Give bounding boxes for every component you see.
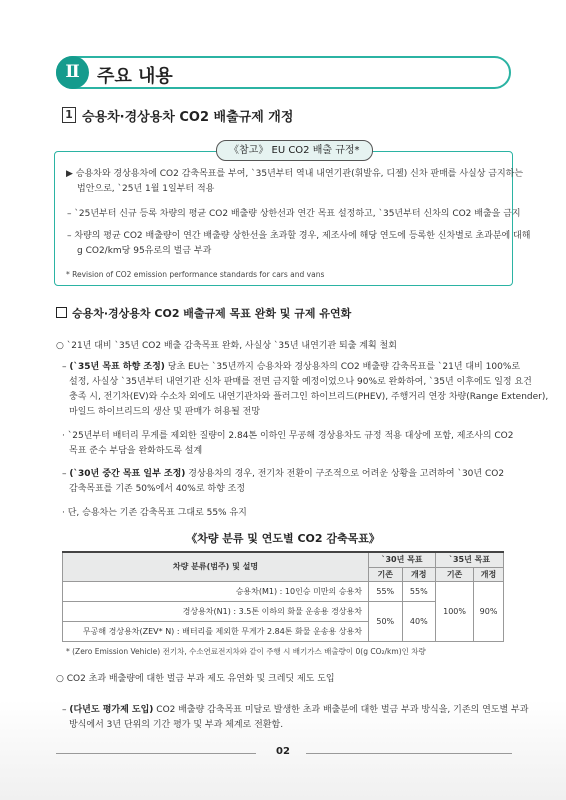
paragraph-2-bold: (`35년 목표 하향 조정) bbox=[69, 362, 165, 372]
row-passenger-2030-existing: 55% bbox=[369, 581, 403, 601]
header-2030: `30년 목표 bbox=[369, 552, 436, 567]
heading2-text: 승용차·경상용차 CO2 배출규제 목표 완화 및 규제 유연화 bbox=[72, 307, 352, 320]
cell-2035-existing: 100% bbox=[436, 581, 474, 641]
heading1-number: 1 bbox=[62, 107, 76, 123]
paragraph-2-line-1: – (`35년 목표 하향 조정) 당초 EU는 `35년까지 승용차와 경상용차의 CO2 배출량 감축목표를 `21년 대비 100%로 bbox=[62, 362, 521, 372]
paragraph-7-line-1: – (다년도 평가제 도입) CO2 배출량 감축목표 미달로 발생한 초과 배출분에 대한 벌금 부과 방식을, 기존의 연도별 부과 bbox=[62, 705, 529, 715]
paragraph-2-line-3: 충족 시, 전기차(EV)와 수소차 외에도 내연기관차와 플러그인 하이브리드(PHEV), 주행거리 연장 차량(Range Extender), bbox=[69, 392, 549, 402]
cell-2035-revised: 90% bbox=[474, 581, 504, 641]
reference-note: * Revision of CO2 emission performance standards for cars and vans bbox=[66, 270, 325, 279]
table-row bbox=[63, 581, 504, 601]
reference-dash-2-cont: g CO2/km당 95유로의 벌금 부과 bbox=[77, 246, 212, 256]
paragraph-2-line-4: 마일드 하이브리드의 생산 및 판매가 허용될 전망 bbox=[69, 407, 261, 417]
paragraph-2-text: 당초 EU는 `35년까지 승용차와 경상용차의 CO2 배출량 감축목표를 `21년 대비 100%로 bbox=[164, 362, 521, 372]
reference-bullet: ▶ 승용차와 경상용차에 CO2 감축목표를 부여, `35년부터 역내 내연기관(휘발유, 디젤) 신차 판매를 사실상 금지하는 bbox=[66, 169, 524, 179]
paragraph-7-line-2: 방식에서 3년 단위의 기간 평가 및 부과 체계로 전환함. bbox=[69, 720, 284, 730]
subheader-2035-existing: 기존 bbox=[436, 567, 474, 581]
table-header-row bbox=[63, 552, 504, 567]
reference-dash-1: – `25년부터 신규 등록 차량의 평균 CO2 배출량 상한선과 연간 목표 설정하고, `35년부터 신차의 CO2 배출을 금지 bbox=[67, 209, 521, 219]
paragraph-2-line-2: 설정, 사실상 `35년부터 내연기관 신차 판매를 전면 금지할 예정이었으나 90%로 완화하여, `35년 이후에도 일정 요건 bbox=[69, 377, 532, 387]
subheader-2030-existing: 기존 bbox=[369, 567, 403, 581]
row-lcv-desc: 경상용차(N1) : 3.5톤 이하의 화물 운송용 경상용차 bbox=[63, 601, 369, 621]
page-number: 02 bbox=[276, 746, 290, 757]
square-bullet-icon bbox=[56, 307, 67, 318]
reference-bullet-cont: 법안으로, `25년 1월 1일부터 적용 bbox=[77, 184, 215, 194]
targets-table bbox=[62, 551, 504, 642]
paragraph-6: ○ CO2 초과 배출량에 대한 벌금 부과 제도 유연화 및 크레딧 제도 도입 bbox=[56, 674, 335, 684]
paragraph-4-bold: (`30년 중간 목표 일부 조정) bbox=[69, 469, 186, 479]
paragraph-7-text: CO2 배출량 감축목표 미달로 발생한 초과 배출분에 대한 벌금 부과 방식을, 기존의 연도별 부과 bbox=[153, 705, 529, 715]
row-passenger-desc: 승용차(M1) : 10인승 미만의 승용차 bbox=[63, 581, 369, 601]
paragraph-5: · 단, 승용차는 기존 감축목표 그대로 55% 유지 bbox=[62, 508, 247, 518]
heading2 bbox=[56, 305, 351, 321]
header-category: 차량 분류(범주) 및 설명 bbox=[63, 552, 369, 581]
row-zev-desc: 무공해 경상용차(ZEV* N) : 배터리를 제외한 무게가 2.84톤 화물 운송용 상용차 bbox=[63, 621, 369, 641]
paragraph-4-line-1: – (`30년 중간 목표 일부 조정) 경상용차의 경우, 전기차 전환이 구조적으로 어려운 상황을 고려하여 `30년 CO2 bbox=[62, 469, 505, 479]
row-lcv-2030-existing: 50% bbox=[369, 601, 403, 641]
row-lcv-2030-revised: 40% bbox=[402, 601, 436, 641]
reference-dash-2: – 차량의 평균 CO2 배출량이 연간 배출량 상한선을 초과할 경우, 제조사에 해당 연도에 등록한 신차별로 초과분에 대해 bbox=[67, 231, 531, 241]
paragraph-1: ○ `21년 대비 `35년 CO2 배출 감축목표 완화, 사실상 `35년 내연기관 퇴출 계획 철회 bbox=[56, 341, 397, 351]
paragraph-3-line-1: · `25년부터 배터리 무게를 제외한 질량이 2.84톤 이하인 무공해 경상용차도 규정 적용 대상에 포함, 제조사의 CO2 bbox=[62, 431, 514, 441]
subheader-2030-revised: 개정 bbox=[402, 567, 436, 581]
header-2035: `35년 목표 bbox=[436, 552, 504, 567]
paragraph-4-text: 경상용차의 경우, 전기차 전환이 구조적으로 어려운 상황을 고려하여 `30년 CO2 bbox=[185, 469, 505, 479]
table-note: * (Zero Emission Vehicle) 전기차, 수소연료전지차와 같이 주행 시 배기가스 배출량이 0(g CO₂/km)인 차량 bbox=[66, 647, 426, 656]
section-title: 주요 내용 bbox=[97, 66, 173, 87]
section-number: Ⅱ bbox=[56, 56, 89, 89]
paragraph-7-bold: (다년도 평가제 도입) bbox=[69, 705, 154, 715]
subheader-2035-revised: 개정 bbox=[474, 567, 504, 581]
row-passenger-2030-revised: 55% bbox=[402, 581, 436, 601]
heading1-title: 승용차·경상용차 CO2 배출규제 개정 bbox=[82, 110, 294, 125]
table-caption: 《차량 분류 및 연도별 CO2 감축목표》 bbox=[186, 532, 380, 545]
paragraph-3-line-2: 목표 준수 부담을 완화하도록 설계 bbox=[69, 446, 203, 456]
paragraph-4-line-2: 감축목표를 기존 50%에서 40%로 하향 조정 bbox=[69, 484, 246, 494]
reference-label: 《참고》 EU CO2 배출 규정* bbox=[216, 140, 373, 161]
